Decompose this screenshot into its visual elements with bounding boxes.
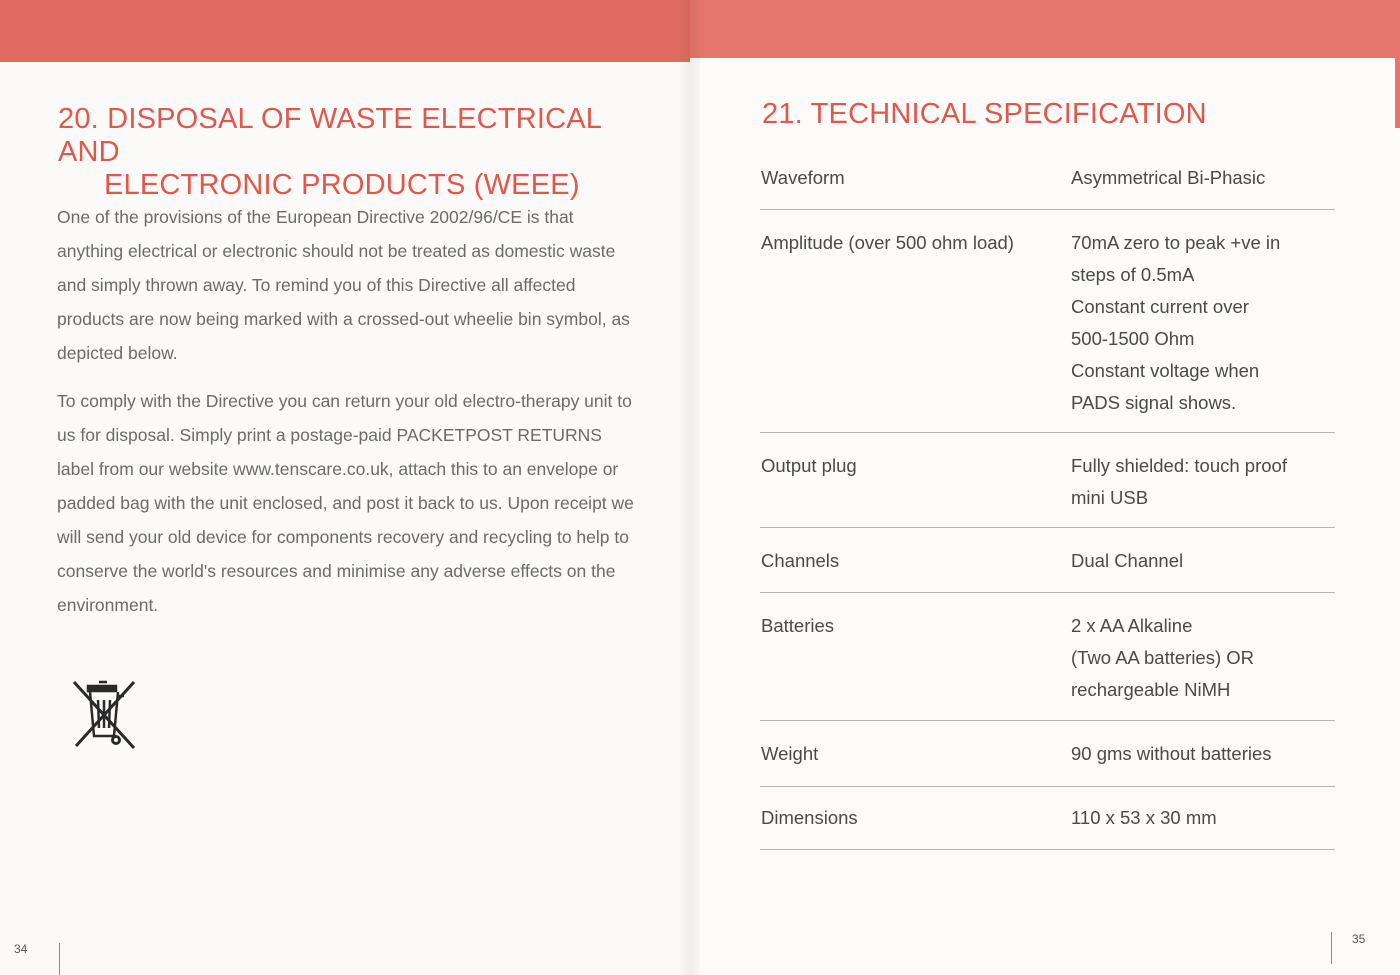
spec-label: Batteries xyxy=(761,615,835,636)
weee-paragraph-2: To comply with the Directive you can return your old electro-therapy unit to us for disposal. Simply print a postage-paid PACKETPOST RETURNS label from our website www.tenscare.co.uk, attach this to an envelope or padded bag with the unit enclosed, and post it back to us. Upon receipt we will send your old device for components recovery and recycling to help to conserve the world's resources and minimise any adverse effects on the environment. xyxy=(57,391,634,615)
spec-value xyxy=(1071,227,1335,432)
weee-paragraph-1: One of the provisions of the European Directive 2002/96/CE is that anything electrical or electronic should not be treated as domestic waste and simply thrown away. To remind you of this Directive all affected products are now being marked with a crossed-out wheelie bin symbol, as depicted below. xyxy=(57,207,630,363)
page-number-left: 34 xyxy=(14,942,28,956)
right-page xyxy=(690,0,1400,975)
spec-table xyxy=(760,150,1335,850)
spec-value-line: 2 x AA Alkaline xyxy=(1071,615,1193,636)
spec-value-line: mini USB xyxy=(1071,487,1149,508)
spec-row-channels xyxy=(760,528,1335,593)
spec-value-line: rechargeable NiMH xyxy=(1071,679,1231,700)
page-number-right: 35 xyxy=(1352,932,1366,946)
spec-row-dimensions xyxy=(760,787,1335,850)
spec-value xyxy=(1071,545,1335,592)
spec-value-line: Constant current over xyxy=(1071,296,1249,317)
spec-label: Weight xyxy=(761,743,819,764)
spec-label: Amplitude (over 500 ohm load) xyxy=(761,232,1014,253)
spec-label: Channels xyxy=(761,550,840,571)
spec-label: Output plug xyxy=(761,455,857,476)
weee-heading-line1: 20. DISPOSAL OF WASTE ELECTRICAL AND xyxy=(58,103,602,168)
weee-heading xyxy=(58,103,668,202)
weee-heading-line2: ELECTRONIC PRODUCTS (WEEE) xyxy=(104,169,580,201)
spec-row-batteries xyxy=(760,593,1335,721)
header-band-edge xyxy=(1395,58,1400,128)
spec-value-line: Dual Channel xyxy=(1071,550,1184,571)
spec-value-line: 500-1500 Ohm xyxy=(1071,328,1195,349)
spec-row-weight xyxy=(760,721,1335,787)
spec-label: Waveform xyxy=(761,167,845,188)
spec-value-line: Constant voltage when xyxy=(1071,360,1260,381)
page-number-rule-left xyxy=(59,943,60,975)
spec-value-line: steps of 0.5mA xyxy=(1071,264,1195,285)
spec-value-line: (Two AA batteries) OR xyxy=(1071,647,1255,668)
page-number-rule-right xyxy=(1331,932,1332,964)
spec-heading: 21. TECHNICAL SPECIFICATION xyxy=(762,98,1207,130)
spec-value-line: Asymmetrical Bi-Phasic xyxy=(1071,167,1266,188)
crossed-out-wheelie-bin-icon xyxy=(70,678,140,752)
header-band-right xyxy=(690,0,1400,58)
spec-value-line: PADS signal shows. xyxy=(1071,392,1237,413)
spec-value xyxy=(1071,738,1335,786)
spec-value xyxy=(1071,802,1335,849)
spec-value-line: 110 x 53 x 30 mm xyxy=(1071,807,1217,828)
header-band-left xyxy=(0,0,690,62)
spec-value-line: Fully shielded: touch proof xyxy=(1071,455,1287,476)
left-page xyxy=(0,0,690,975)
spec-value xyxy=(1071,450,1335,527)
spec-value-line: 70mA zero to peak +ve in xyxy=(1071,232,1281,253)
spec-value xyxy=(1071,610,1335,720)
book-spine-shadow xyxy=(678,0,700,975)
spec-label: Dimensions xyxy=(761,807,858,828)
spec-value xyxy=(1071,162,1335,209)
spec-row-amplitude xyxy=(760,210,1335,433)
spec-value-line: 90 gms without batteries xyxy=(1071,743,1272,764)
spec-row-output-plug xyxy=(760,433,1335,528)
spec-row-waveform xyxy=(760,150,1335,210)
